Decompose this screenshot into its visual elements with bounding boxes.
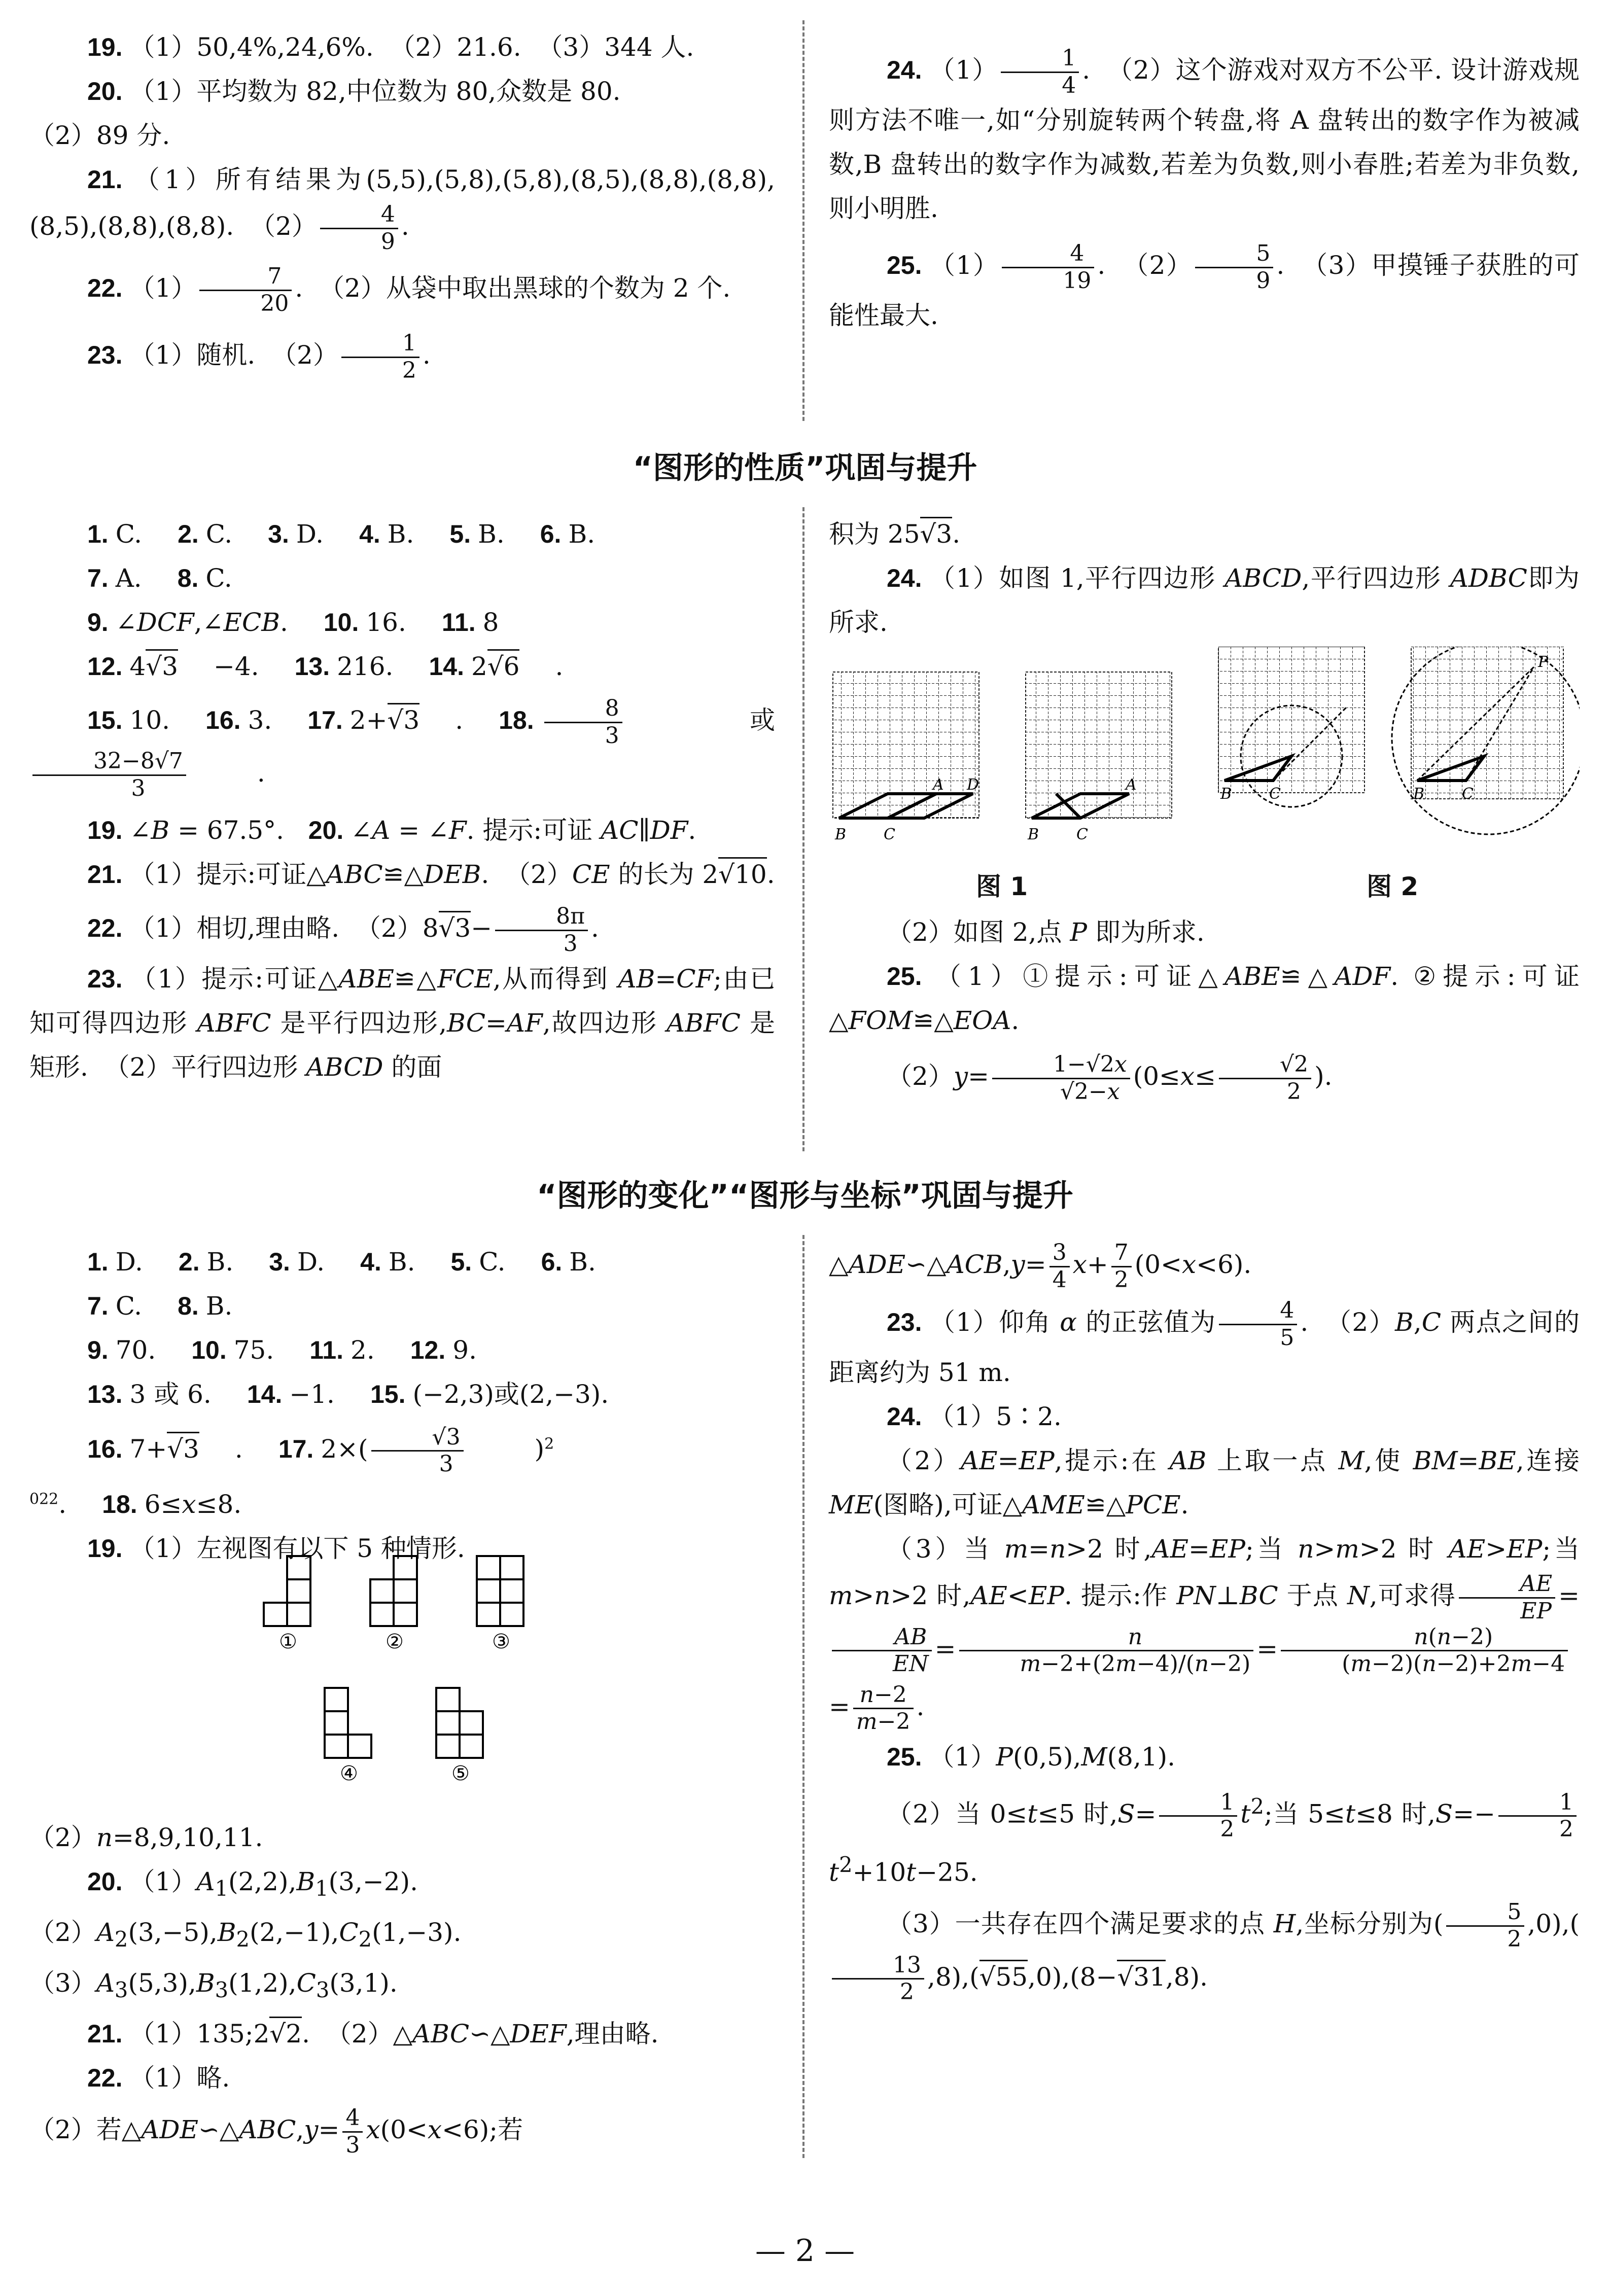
sec1-answer-25-2: （2）y= $\frac{1-√2x}{√2-x}$ (0≤x≤ $\frac{√2}{2}$ ). <box>887 1051 1333 1105</box>
svg-text:C: C <box>1076 826 1088 843</box>
svg-text:A: A <box>933 776 944 794</box>
sec2-right-column <box>829 1240 1580 2005</box>
sec2-row-5: 16. 7+√3 . 17. 2×( $\frac{√3}{3}$ )$^{2 022}$. 18. 6≤x≤8. <box>29 1424 554 1520</box>
answer-23: 23. （1）随机. （2） $\frac{1}{2}$ . <box>87 330 431 383</box>
column-divider-top <box>802 20 804 421</box>
sec2-answer-25: 25. （1）P(0,5),M(8,1). <box>887 1742 1176 1772</box>
sec1-answer-21: 21. （1）提示:可证△ABC≌△DEB. （2）CE 的长为 2√10. <box>29 853 775 897</box>
sec2-answer-24-3: （3）当 m=n>2 时,AE=EP;当 n>m>2 时 AE>EP;当 m>n>2 时,AE<EP. 提示:作 PN⊥BC 于点 N,可求得 $\frac{AE}{EP}$ = $\frac{AB}{EN}$ = $\frac{n}{m-2+(2m-4)/(n-2)}$ = $\frac{n(n-2)}{(m-2)(n-2)+2m-4}$ <box>829 1534 1580 1677</box>
answer-25: 25. （1） $\frac{4}{19}$ . （2） $\frac{5}{9}$ . （3）甲摸锤子获胜的可能性最大. <box>829 240 1580 331</box>
sec2-row-2: 7. C. 8. B. <box>87 1291 233 1321</box>
svg-text:C: C <box>1269 785 1281 803</box>
svg-text:B: B <box>1413 785 1425 803</box>
svg-text:B: B <box>1220 785 1232 803</box>
sec1-left-column <box>29 512 775 1089</box>
section1-title: “图形的性质”巩固与提升 <box>633 450 977 486</box>
sec1-answer-25: 25. （1）①提示:可证△ABE≌△ADF. ②提示:可证△FOM≌△EOA. <box>829 962 1580 1035</box>
answer-24: 24. （1） $\frac{1}{4}$ . （2）这个游戏对双方不公平. 设计游戏规则方法不唯一,如“分别旋转两个转盘,将 A 盘转出的数字作为被减数,B 盘转出的数字作为减数,若差为负数,则小春胜;若差为非负数,则小明胜. <box>829 45 1580 224</box>
page-number: — 2 — <box>755 2233 855 2269</box>
top-left-column <box>29 25 775 384</box>
column-divider-sec1 <box>802 507 804 1151</box>
answer-20: 20. （1）平均数为 82,中位数为 80,众数是 80. <box>87 77 621 106</box>
sec2-answer-24-4: = $\frac{n-2}{m-2}$ . <box>829 1681 925 1735</box>
answer-22: 22. （1） $\frac{7}{20}$ . （2）从袋中取出黑球的个数为 2 个. <box>87 263 731 316</box>
section2-title: “图形的变化”“图形与坐标”巩固与提升 <box>537 1178 1073 1214</box>
svg-text:C: C <box>1462 785 1474 803</box>
sec1-answer-19-20: 19. ∠B = 67.5°. 20. ∠A = ∠F. 提示:可证 AC∥DF. <box>87 816 696 845</box>
shape-label-2: ② <box>386 1630 404 1653</box>
sec1-row-3: 9. ∠DCF,∠ECB. 10. 16. 11. 8 <box>87 608 499 637</box>
sec2-answer-24-2: （2）AE=EP,提示:在 AB 上取一点 M,使 BM=BE,连接 ME(图略),可证△AME≌△PCE. <box>829 1446 1580 1520</box>
sec2-left-column <box>29 1240 775 1571</box>
sec1-row-2: 7. A. 8. C. <box>87 563 232 593</box>
sec1-answer-24: 24. （1）如图 1,平行四边形 ABCD,平行四边形 ADBC即为所求. <box>829 563 1580 637</box>
svg-text:B: B <box>1028 826 1039 843</box>
sec2-answer-22-2: （2）若△ADE∽△ABC,y= $\frac{4}{3}$ x(0<x<6);若 <box>29 2105 523 2158</box>
sec2-answer-25-2: （2）当 0≤t≤5 时,S= $\frac{1}{2}$ $t^2$;当 5≤t≤8 时,S=− $\frac{1}{2}$ $t^2+10t-25$. <box>829 1784 1580 1894</box>
sec2-answer-25-3: （3）一共存在四个满足要求的点 H,坐标分别为( $\frac{5}{2}$ ,0),( $\frac{13}{2}$ ,8),(√55,0),(8−√31,8). <box>829 1899 1580 2005</box>
sec2-row-4: 13. 3 或 6. 14. −1. 15. (−2,3)或(2,−3). <box>87 1380 609 1409</box>
sec2-row-3: 9. 70. 10. 75. 11. 2. 12. 9. <box>87 1335 477 1365</box>
grid-b <box>1026 672 1172 818</box>
sec1-row-5: 15. 10. 16. 3. 17. 2+√3 . 18. $\frac{8}{3}$ 或 $\frac{32-8√7}{3}$ . <box>29 696 775 801</box>
figures-1-2 <box>829 647 1580 905</box>
sec1-answer-23-cont: 积为 25√3. <box>829 512 1580 556</box>
sec1-answer-24-2: （2）如图 2,点 P 即为所求. <box>887 917 1205 947</box>
sec2-answer-20-3: $(3)A_3(5,3),B_3(1,2),C_3(3,1)$. <box>29 1968 398 2002</box>
sec2-left-lower <box>29 1816 775 2158</box>
shape-label-1: ① <box>279 1630 297 1653</box>
column-divider-sec2 <box>802 1235 804 2158</box>
sec1-right-lower <box>829 910 1580 1105</box>
sec2-answer-22-cont: △ADE∽△ACB,y= $\frac{3}{4}$ x+ $\frac{7}{2}$ (0<x<6). <box>829 1240 1252 1293</box>
sec2-answer-21: 21. （1）135;2√2. （2）△ABC∽△DEF,理由略. <box>29 2012 775 2056</box>
figure-2-caption: 图 2 <box>1367 872 1419 901</box>
svg-text:A: A <box>1126 776 1137 794</box>
sec1-row-1: 1. C. 2. C. 3. D. 4. B. 5. B. 6. B. <box>87 519 596 549</box>
grid-figures-svg <box>829 647 1580 905</box>
answer-21: 21. （1）所有结果为(5,5),(5,8),(5,8),(8,5),(8,8),(8,8),(8,5),(8,8),(8,8). （2） $\frac{4}{9}$ . <box>29 165 775 255</box>
sec1-row-4: 12. 4√3 −4. 13. 216. 14. 2√6 . <box>29 645 775 689</box>
left-view-shapes <box>254 1552 609 1816</box>
answer-19: 19. （1）50,4%,24,6%. （2）21.6. （3）344 人. <box>87 32 694 62</box>
svg-text:P: P <box>1538 653 1549 671</box>
sec1-answer-22: 22. （1）相切,理由略. （2）8√3− $\frac{8\pi}{3}$ . <box>87 903 599 957</box>
svg-text:B: B <box>835 826 847 843</box>
sec2-answer-19-2: （2）n=8,9,10,11. <box>29 1823 263 1852</box>
sec2-answer-20: 20. $(1)A_1(2,2),B_1(3,-2)$. <box>87 1867 418 1901</box>
sec2-answer-22: 22. （1）略. <box>87 2063 230 2093</box>
shape-label-3: ③ <box>492 1630 510 1653</box>
answer-20-2: （2）89 分. <box>29 121 170 150</box>
figure-1-caption: 图 1 <box>976 872 1028 901</box>
shape-label-4: ④ <box>340 1762 358 1785</box>
sec2-row-1: 1. D. 2. B. 3. D. 4. B. 5. C. 6. B. <box>87 1247 596 1277</box>
grid-a <box>833 672 979 818</box>
grid-c <box>1218 647 1364 793</box>
sec2-answer-24: 24. （1）5∶2. <box>887 1402 1062 1432</box>
sec2-answer-19: 19. （1）左视图有以下 5 种情形. <box>87 1534 465 1564</box>
svg-text:C: C <box>884 826 895 843</box>
shape-label-5: ⑤ <box>451 1762 470 1785</box>
sec2-answer-23: 23. （1）仰角 α 的正弦值为 $\frac{4}{5}$ . （2）B,C 两点之间的距离约为 51 m. <box>829 1297 1580 1388</box>
sec1-answer-23: 23. （1）提示:可证△ABE≌△FCE,从而得到 AB=CF;由已知可得四边形 ABFC 是平行四边形,BC=AF,故四边形 ABFC 是矩形. （2）平行四边形 ABCD 的面 <box>29 964 776 1082</box>
sec2-answer-20-2: $(2)A_2(3,-5),B_2(2,-1),C_2(1,-3)$. <box>29 1918 462 1952</box>
top-right-column <box>829 46 1580 338</box>
svg-text:D: D <box>967 776 979 794</box>
sec1-right-column <box>829 512 1580 645</box>
